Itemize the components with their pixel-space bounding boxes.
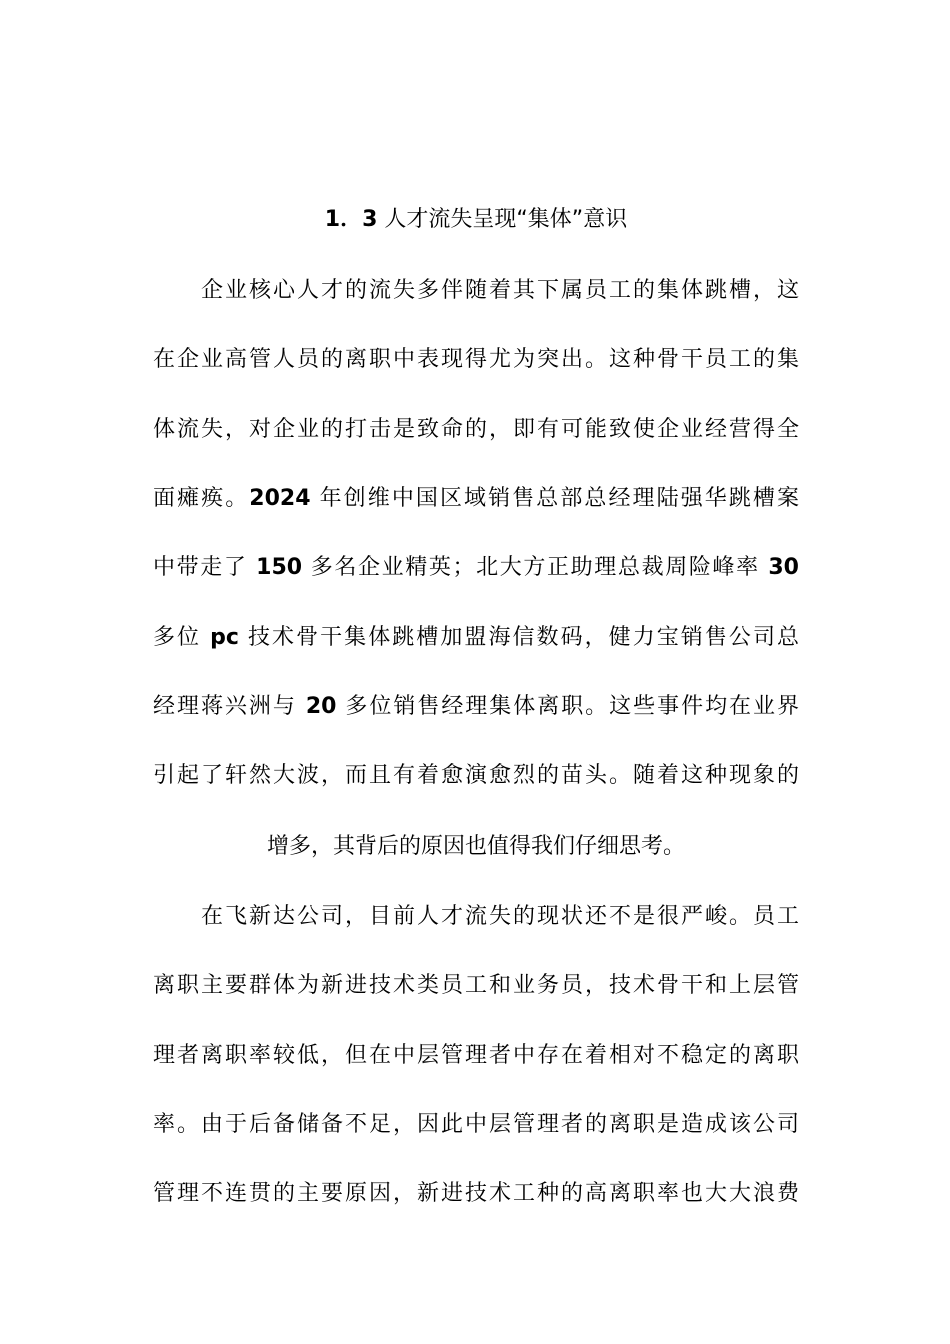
paragraph-line: 理者离职率较低，但在中层管理者中存在着相对不稳定的离职 <box>153 1043 799 1068</box>
section-heading <box>153 200 799 240</box>
paragraph-line: 离职主要群体为新进技术类员工和业务员，技术骨干和上层管 <box>153 973 799 998</box>
paragraph-line: 率。由于后备储备不足，因此中层管理者的离职是造成该公司 <box>153 1112 799 1137</box>
paragraph-line: 在飞新达公司，目前人才流失的现状还不是很严峻。员工 <box>201 904 799 929</box>
paragraph-line: 中带走了 150 多名企业精英；北大方正助理总裁周险峰率 30 <box>153 555 799 580</box>
paragraph-line: 引起了轩然大波，而且有着愈演愈烈的苗头。随着这种现象的 <box>153 763 799 788</box>
paragraph-line: 面瘫痪。2024 年创维中国区域销售总部总经理陆强华跳槽案 <box>153 486 799 511</box>
paragraph-line: 多位 pc 技术骨干集体跳槽加盟海信数码，健力宝销售公司总 <box>153 625 799 650</box>
paragraph-line: 在企业高管人员的离职中表现得尤为突出。这种骨干员工的集 <box>153 347 799 372</box>
paragraph-line: 经理蒋兴洲与 20 多位销售经理集体离职。这些事件均在业界 <box>153 694 799 719</box>
paragraph-line: 企业核心人才的流失多伴随着其下属员工的集体跳槽，这 <box>201 278 799 303</box>
paragraph-line: 增多，其背后的原因也值得我们仔细思考。 <box>266 834 685 859</box>
section-title: 人才流失呈现“集体”意识 <box>377 207 628 232</box>
paragraph-line: 体流失，对企业的打击是致命的，即有可能致使企业经营得全 <box>153 417 799 442</box>
section-number: 1．3 <box>324 207 378 232</box>
paragraph-line: 管理不连贯的主要原因，新进技术工种的高离职率也大大浪费 <box>153 1181 799 1206</box>
